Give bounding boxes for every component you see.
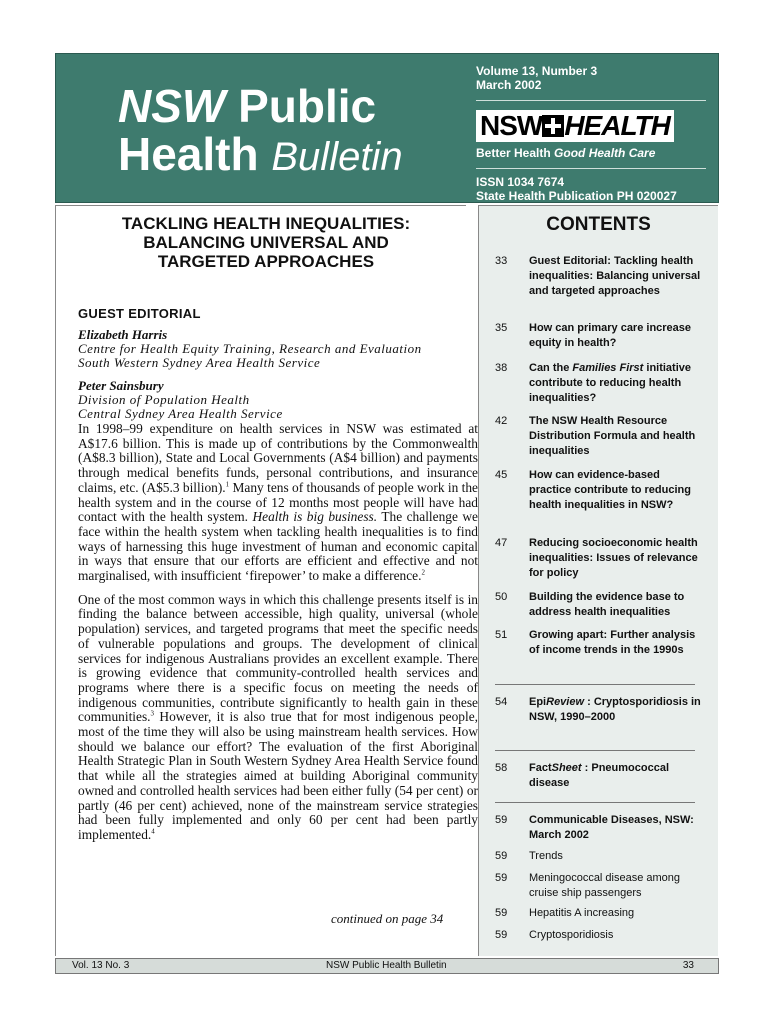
toc-item[interactable]: 59 Hepatitis A increasing [495, 907, 635, 919]
tagline-better-health: Better Health [476, 146, 551, 160]
authors-block [78, 328, 478, 421]
masthead [55, 53, 719, 203]
author-name: Peter Sainsbury [78, 378, 164, 393]
footer-publication: NSW Public Health Bulletin [326, 960, 447, 971]
issue-date: March 2002 [476, 78, 542, 92]
contents-panel [478, 205, 718, 956]
toc-item[interactable]: 45 How can evidence-based practice contribute to reducing health inequalities in NSW? [495, 469, 691, 511]
issue-info [476, 64, 706, 203]
toc-item[interactable]: 58 FactSheet : Pneumococcal disease [495, 762, 670, 789]
issn: ISSN 1034 7674 [476, 175, 565, 189]
title-bulletin: Bulletin [271, 135, 403, 179]
footer-volume: Vol. 13 No. 3 [72, 960, 130, 971]
toc-item[interactable]: 59 Cryptosporidiosis [495, 929, 614, 941]
page-number: 33 [682, 960, 694, 971]
title-health: Health [118, 128, 259, 180]
toc-divider [495, 684, 695, 685]
article-title [56, 214, 476, 271]
page-footer [55, 958, 719, 974]
article-title-line-2: BALANCING UNIVERSAL AND [143, 233, 389, 252]
header-divider [476, 100, 706, 101]
toc-item[interactable]: 59 Trends [495, 850, 563, 862]
continued-link[interactable]: continued on page 34 [331, 911, 444, 926]
title-nsw: NSW [118, 80, 226, 132]
contents-title: CONTENTS [546, 214, 651, 235]
toc-divider [495, 750, 695, 751]
toc-item[interactable]: 50 Building the evidence base to address health inequalities [495, 591, 685, 618]
footnote-ref[interactable]: 1 [225, 480, 230, 489]
author-name: Elizabeth Harris [78, 327, 168, 342]
footnote-ref[interactable]: 3 [150, 709, 155, 718]
title-public: Public [238, 80, 377, 132]
toc-item[interactable]: 59 Meningococcal disease among cruise ship passengers [495, 872, 681, 899]
toc-item[interactable]: 51 Growing apart: Further analysis of income trends in the 1990s [495, 629, 696, 656]
toc-item[interactable]: 54 EpiReview : Cryptosporidiosis in NSW, 1990–2000 [495, 696, 701, 723]
toc-item[interactable]: 38 Can the Families First initiative contribute to reducing health inequalities? [495, 362, 692, 404]
publication-number: State Health Publication PH 020027 [476, 189, 677, 203]
footnote-ref[interactable]: 2 [421, 568, 425, 577]
header-divider-2 [476, 168, 706, 169]
logo-nsw: NSW [480, 110, 543, 141]
author-affiliation: Division of Population Health [78, 392, 250, 407]
toc-item[interactable]: 47 Reducing socioeconomic health inequalities: Issues of relevance for policy [495, 537, 698, 579]
toc-item[interactable]: 35 How can primary care increase equity in health? [495, 322, 692, 349]
article-title-line-1: TACKLING HEALTH INEQUALITIES: [121, 214, 411, 233]
toc-item[interactable]: 42 The NSW Health Resource Distribution Formula and health inequalities [495, 415, 696, 457]
toc-divider [495, 802, 695, 803]
author-affiliation: Centre for Health Equity Training, Research and Evaluation [78, 341, 422, 356]
toc-item[interactable]: 33 Guest Editorial: Tackling health inequalities: Balancing universal and targeted approaches [495, 255, 701, 297]
section-label: GUEST EDITORIAL [78, 306, 201, 321]
bulletin-title [118, 82, 418, 181]
footnote-ref[interactable]: 4 [151, 827, 155, 836]
tagline [476, 146, 706, 160]
article-title-line-3: TARGETED APPROACHES [157, 252, 375, 271]
author-affiliation: South Western Sydney Area Health Service [78, 355, 321, 370]
paragraph: One of the most common ways in which this challenge presents itself is in finding the balance between accessible, high quality, universal (whole population) services, and targeted programs that meet the specific needs of vulnerable populations and groups. The development of clinical services for indigenous Australians provides an excellent example. There is growing evidence that community-controlled health services and programs where there is a specific focus on meeting the needs of indigenous communities, contribute significantly to health gain in these communities.$^3$ However, it is also true that for most indigenous people, most of the time they will also be using mainstream health services. How should we balance our effort? The evaluation of the first Aboriginal Health Strategic Plan in South Western Sydney Area Health Service found that while all the strategies aimed at building Aboriginal community owned and controlled health services had been either fully (54 per cent) or partly (46 per cent) achieved, none of the mainstream service strategies had been fully implemented and only 60 per cent had been partly implemented.$^4$ [78, 591, 478, 842]
author-affiliation: Central Sydney Area Health Service [78, 406, 283, 421]
tagline-good-health-care: Good Health Care [554, 146, 656, 160]
paragraph: In 1998–99 expenditure on health services in NSW was estimated at A$17.6 billion. This is made up of contributions by the Commonwealth (A$8.3 billion), State and Local Governments (A$4 billion) and payments through medical benefits funds, personal contributions, and insurance claims, etc. (A$5.3 billion).$^1$ Many tens of thousands of people work in the health system and in the course of 12 months most people will have had contact with the health system. Health is big business. The challenge we face within the health system when tackling health inequalities is to find ways of harnessing this huge investment of human and economic capital in ways that ensure that our efforts are efficient and effective and not marginalised, with insufficient ‘firepower’ to make a difference.$^2$ [78, 421, 478, 584]
logo-health: HEALTH [564, 110, 670, 141]
article-body [78, 422, 478, 852]
volume-number: Volume 13, Number 3 [476, 64, 598, 78]
waratah-cross-icon [542, 115, 564, 137]
nsw-health-logo [476, 110, 674, 142]
editorial-column [55, 205, 478, 956]
toc-item[interactable]: 59 Communicable Diseases, NSW: March 2002 [495, 814, 694, 841]
